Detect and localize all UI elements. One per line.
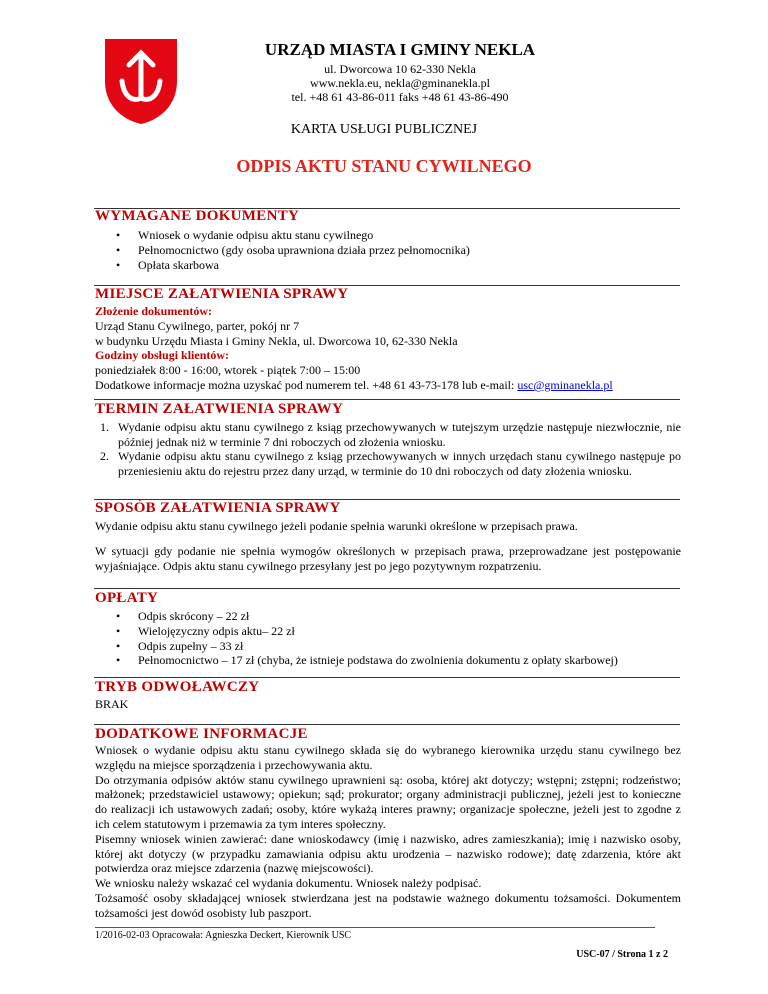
place-section	[95, 304, 681, 393]
contact-email-link[interactable]: usc@gminanekla.pl	[517, 377, 613, 392]
list-item: • Wielojęzyczny odpis aktu– 22 zł	[95, 624, 681, 639]
list-item: • Odpis skrócony – 22 zł	[95, 609, 681, 624]
extra-paragraph: Tożsamość osoby składającej wniosek stwierdzana jest na podstawie ważnego dokumentu tożsamości. Dokumentem tożsamości jest dowód osobisty lub paszport.	[95, 890, 681, 920]
section-rule	[94, 588, 680, 589]
office-name: URZĄD MIASTA I GMINY NEKLA	[264, 40, 536, 59]
section-heading-place: MIEJSCE ZAŁATWIENIA SPRAWY	[95, 286, 349, 302]
list-item: 2. Wydanie odpisu aktu stanu cywilnego z ksiąg przechowywanych w innych urzędach stanu cywilnego następuje po przeniesieniu aktu do rejestru przez dany urząd, w terminie do 10 dni roboczych od daty złożenia wniosku.	[100, 449, 681, 478]
deadline-list	[95, 420, 681, 478]
extra-paragraph: We wniosku należy wskazać cel wydania dokumentu. Wniosek należy podpisać.	[95, 876, 482, 891]
fees-list	[95, 609, 681, 668]
list-item: 1. Wydanie odpisu aktu stanu cywilnego z ksiąg przechowywanych w tutejszym urzędzie następuje niezwłocznie, nie później jednak niż w terminie 7 dni roboczych od złożenia wniosku.	[100, 420, 681, 449]
submit-label: Złożenie dokumentów:	[95, 304, 212, 318]
section-rule	[94, 499, 680, 500]
extra-paragraph: Pisemny wniosek winien zawierać: dane wnioskodawcy (imię i nazwisko, adres zamieszkania); imię i nazwisko osoby, której akt dotyczy (w przypadku zamawiania odpisu aktu urodzenia – nazwisko rodowe); datę zdarzenia, które akt potwierdza oraz miejsce zdarzenia (nazwę miejscowości).	[95, 831, 681, 876]
contact-info-text: Dodatkowe informacje można uzyskać pod numerem tel. +48 61 43-73-178 lub e-mail:	[95, 377, 518, 392]
document-title: ODPIS AKTU STANU CYWILNEGO	[236, 156, 532, 176]
section-heading-fees: OPŁATY	[95, 590, 159, 606]
page-number: USC-07 / Strona 1 z 2	[576, 949, 668, 960]
appeal-text: BRAK	[95, 697, 129, 711]
method-paragraph-2: W sytuacji gdy podanie nie spełnia wymogów określonych w przepisach prawa, przeprowadzane jest postępowanie wyjaśniające. Odpis aktu stanu cywilnego przesyłany jest po jego pozytywnym rozpatrzeniu.	[95, 544, 681, 573]
section-heading-required-docs: WYMAGANE DOKUMENTY	[95, 208, 300, 224]
extra-info-text	[95, 743, 681, 921]
list-item: • Pełnomocnictwo (gdy osoba uprawniona działa przez pełnomocnika)	[95, 243, 681, 258]
footer-author: 1/2016-02-03 Opracowała: Agnieszka Deckert, Kierownik USC	[95, 930, 352, 941]
opening-hours: poniedziałek 8:00 - 16:00, wtorek - piątek 7:00 – 15:00	[95, 363, 361, 378]
section-rule	[94, 677, 680, 678]
section-rule	[94, 399, 680, 400]
office-location-line: Urząd Stanu Cywilnego, parter, pokój nr 7	[95, 318, 300, 333]
office-address: ul. Dworcowa 10 62-330 Nekla	[324, 62, 476, 76]
extra-paragraph: Do otrzymania odpisów aktów stanu cywilnego uprawnieni są: osoba, której akt dotyczy; wstępni; zstępni; rodzeństwo; małżonek; przedstawiciel ustawowy; opiekun; sąd; prokurator; organy administracji publicznej, jeżeli jest to konieczne do realizacji ich ustawowych zadań; osoby, które wykażą interes prawny; organizacje społeczne, jeżeli jest to zgodne z ich celem statutowym i przemawia za tym interes społeczny.	[95, 772, 681, 831]
office-phone-fax: tel. +48 61 43-86-011 faks +48 61 43-86-490	[291, 90, 509, 104]
hours-label: Godziny obsługi klientów:	[95, 348, 230, 363]
section-heading-extra-info: DODATKOWE INFORMACJE	[95, 726, 308, 742]
list-item: • Opłata skarbowa	[95, 258, 681, 273]
card-label: KARTA USŁUGI PUBLICZNEJ	[290, 122, 478, 137]
office-building-line: w budynku Urzędu Miasta i Gminy Nekla, ul. Dworcowa 10, 62-330 Nekla	[95, 333, 458, 348]
section-heading-appeal: TRYB ODWOŁAWCZY	[95, 679, 260, 695]
method-paragraph-1: Wydanie odpisu aktu stanu cywilnego jeżeli podanie spełnia warunki określone w przepisach prawa.	[95, 519, 578, 533]
office-web-email: www.nekla.eu, nekla@gminanekla.pl	[310, 76, 490, 90]
list-item: • Odpis zupełny – 33 zł	[95, 639, 681, 654]
contact-info	[95, 378, 681, 393]
section-rule	[94, 724, 680, 725]
section-rule	[94, 285, 680, 286]
section-heading-deadline: TERMIN ZAŁATWIENIA SPRAWY	[95, 401, 344, 417]
required-docs-list	[95, 228, 681, 272]
section-rule	[94, 208, 680, 209]
list-item: • Wniosek o wydanie odpisu aktu stanu cywilnego	[95, 228, 681, 243]
extra-paragraph: Wniosek o wydanie odpisu aktu stanu cywilnego składa się do wybranego kierownika urzędu stanu cywilnego bez względu na miejsce sporządzenia i przechowywania aktu.	[95, 743, 681, 772]
section-heading-method: SPOSÓB ZAŁATWIENIA SPRAWY	[95, 500, 341, 516]
footer-rule	[95, 927, 655, 928]
list-item: • Pełnomocnictwo – 17 zł (chyba, że istnieje podstawa do zwolnienia dokumentu z opłaty skarbowej)	[95, 653, 681, 668]
